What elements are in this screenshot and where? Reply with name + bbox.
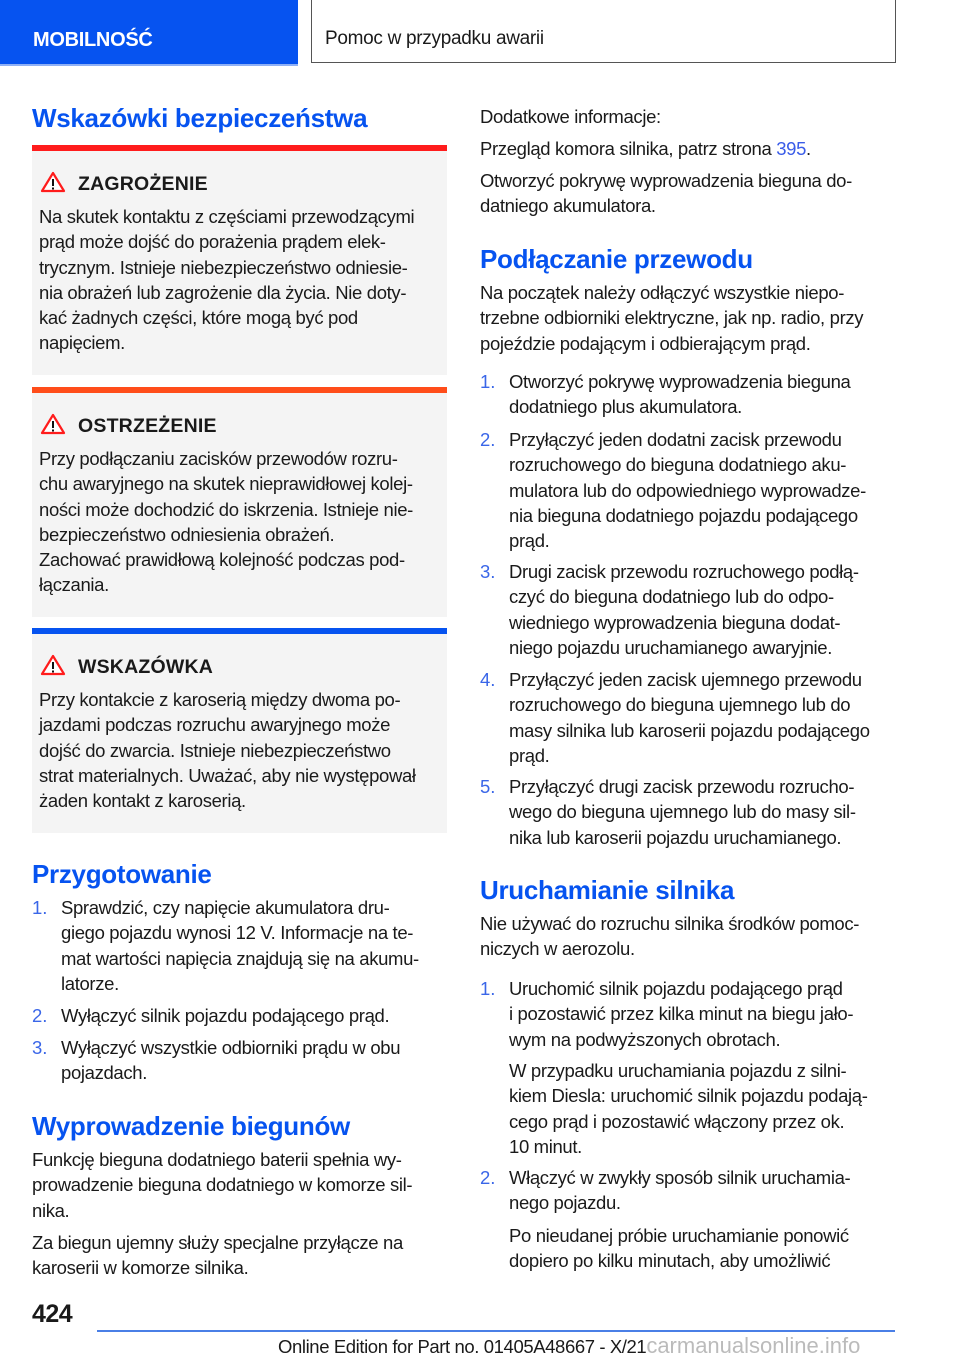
warning-triangle-icon [40,654,66,676]
warning-title: OSTRZEŻENIE [78,415,217,437]
poles-paragraph: Funkcję bieguna dodatniego baterii spełnia wy- prowadzenie bieguna dodatniego w komorze sil- nika. [32,1149,413,1221]
warning-text: Przy podłączaniu zacisków przewodów rozru- chu awaryjnego na skutek nieprawidłowej kolej- ności może dochodzić do iskrzenia. Istnieje nie- bezpieczeństwo odniesienia obrażeń. Zachować prawidłową kolejność podczas pod- łączania. [39,448,413,596]
reference-end: . [806,138,811,159]
warning-triangle-icon [40,171,66,193]
step-text: Przyłączyć jeden zacisk ujemnego przewodu rozruchowego do bieguna ujemnego lub do masy silnika lub karoserii pojazdu podającego prąd. [509,669,870,766]
danger-title: ZAGROŻENIE [78,173,208,195]
step-text: Otworzyć pokrywę wyprowadzenia bieguna dodatniego plus akumulatora. [509,371,851,418]
note-bar [32,628,447,634]
reference-text: Przegląd komora silnika, patrz strona [480,138,777,159]
danger-box [32,145,447,375]
danger-bar [32,145,447,151]
chapter-title: Pomoc w przypadku awarii [325,28,544,49]
step-number: 2. [32,1005,48,1026]
edition-text: Online Edition for Part no. 01405A48667 - X/21 [278,1336,647,1357]
step-text: Drugi zacisk przewodu rozruchowego podłą- czyć do bieguna dodatniego lub do odpo- wiedniego wyprowadzenia bieguna dodat- niego pojazdu uruchamianego awaryjnie. [509,561,859,658]
poles-heading: Wyprowadzenie biegunów [32,1111,350,1141]
note-box [32,628,447,833]
step-text: Przyłączyć drugi zacisk przewodu rozrucho- wego do bieguna ujemnego lub do masy sil- nika lub karoserii pojazdu uruchamianego. [509,776,856,848]
step-number: 5. [480,776,496,797]
section-tab [0,0,298,66]
connect-heading: Podłączanie przewodu [480,244,753,274]
warning-bar [32,387,447,393]
open-cover-text: Otworzyć pokrywę wyprowadzenia bieguna do- datniego akumulatora. [480,170,852,217]
start-intro: Nie używać do rozruchu silnika środków pomoc- niczych w aerozolu. [480,913,860,960]
footer-divider [97,1330,895,1332]
warning-box [32,387,447,617]
poles-paragraph: Za biegun ujemny służy specjalne przyłącze na karoserii w komorze silnika. [32,1232,403,1279]
prep-heading: Przygotowanie [32,859,212,889]
footer-edition [278,1333,860,1359]
danger-text: Na skutek kontaktu z częściami przewodzącymi prąd może dojść do porażenia prądem elek- trycznym. Istnieje niebezpieczeństwo odniesie- nia obrażeń lub zagrożenie dla życia. Nie doty- kać żadnych części, które mogą być pod napięciem. [39,206,415,354]
step-number: 1. [32,897,48,918]
step-number: 1. [480,978,496,999]
step-number: 4. [480,669,496,690]
note-text: Przy kontakcie z karoserią między dwoma po- jazdami podczas rozruchu awaryjnego może dojść do zwarcia. Istnieje niebezpieczeństwo strat materialnych. Uważać, aby nie występował żaden kontakt z karoserią. [39,689,416,812]
step-number: 2. [480,429,496,450]
connect-intro: Na początek należy odłączyć wszystkie niepo- trzebne odbiorniki elektryczne, jak np. radio, przy pojeździe podającym i odbierającym prąd. [480,282,864,354]
warning-triangle-icon [40,413,66,435]
page-link[interactable]: 395 [776,138,807,159]
step-text: Wyłączyć silnik pojazdu podającego prąd. [61,1005,390,1026]
step-number: 2. [480,1167,496,1188]
step-text: Sprawdzić, czy napięcie akumulatora dru- giego pojazdu wynosi 12 V. Informacje na te- mat wartości napięcia znajdują się na akumu- latorze. [61,897,419,994]
info-reference [480,136,811,161]
step-number: 1. [480,371,496,392]
start-heading: Uruchamianie silnika [480,875,735,905]
step-number: 3. [32,1037,48,1058]
step-text: Uruchomić silnik pojazdu podającego prąd i pozostawić przez kilka minut na biegu jało- wym na podwyższonych obrotach. [509,978,854,1050]
step-note: W przypadku uruchamiania pojazdu z silni- kiem Diesla: uruchomić silnik pojazdu podają- cego prąd i pozostawić włączony przez ok. 10 minut. [509,1060,868,1157]
step-number: 3. [480,561,496,582]
chapter-box [311,0,896,63]
info-label: Dodatkowe informacje: [480,106,661,127]
note-title: WSKAZÓWKA [78,656,214,678]
step-note: Po nieudanej próbie uruchamianie ponowić dopiero po kilku minutach, aby umożliwić [509,1225,849,1272]
safety-heading: Wskazówki bezpieczeństwa [32,103,368,133]
step-text: Wyłączyć wszystkie odbiorniki prądu w obu pojazdach. [61,1037,401,1084]
page-number: 424 [32,1300,73,1328]
section-title: MOBILNOŚĆ [33,29,153,51]
step-text: Włączyć w zwykły sposób silnik uruchamia- nego pojazdu. [509,1167,851,1214]
watermark: carmanualsonline.info [646,1333,861,1358]
step-text: Przyłączyć jeden dodatni zacisk przewodu rozruchowego do bieguna dodatniego aku- mulatora lub do odpowiedniego wyprowadze- nia bieguna dodatniego pojazdu podającego prąd. [509,429,866,552]
